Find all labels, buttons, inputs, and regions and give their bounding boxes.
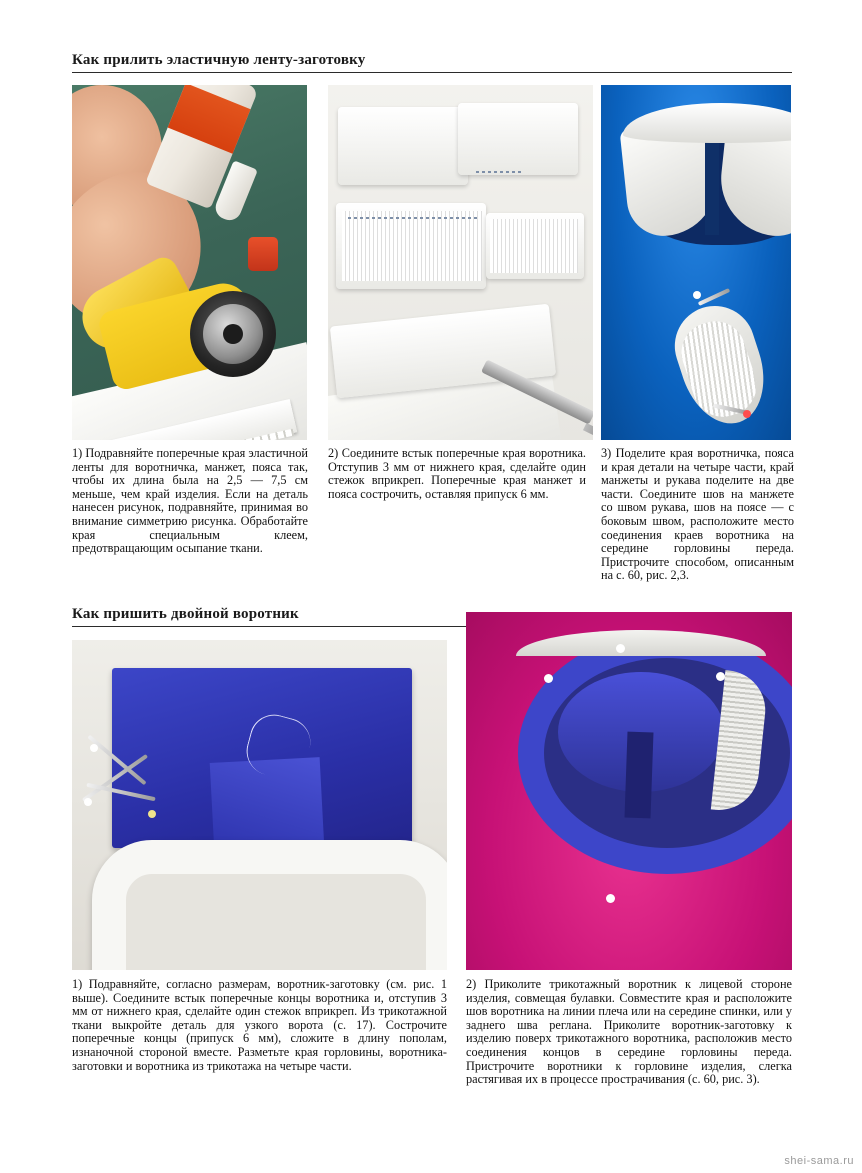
section-title-2: Как пришить двойной воротник	[72, 606, 299, 622]
pin-head-icon	[693, 291, 701, 299]
caption-1-3: 3) Поделите края воротничка, пояса и края детали на четыре части, край манжеты и рукава поделите на две части. Соедините шов на манжете со швом рукава, шов на поясе — с боковым швом, расположите место соединения краев воротника на середине горловины переда. Пристрочите способом, описанным на с. 60, рис. 2,3.	[601, 446, 794, 583]
caption-1-2: 2) Соедините встык поперечные края воротника. Отступив 3 мм от нижнего края, сделайте один стежок вприкреп. Поперечные края манжет и пояса сострочить, оставляя припуск 6 мм.	[328, 446, 586, 501]
photo-white-elastic-bands	[328, 85, 593, 440]
section-title-1: Как прилить эластичную ленту-заготовку	[72, 52, 366, 68]
pin-head-icon	[544, 674, 553, 683]
pin-head-icon	[84, 798, 92, 806]
section-divider-1	[72, 72, 792, 73]
pin-head-icon	[148, 810, 156, 818]
pin-head-icon	[743, 410, 751, 418]
caption-2-2: 2) Приколите трикотажный воротник к лицевой стороне изделия, совмещая булавки. Совместите края и расположите шов воротника на линии плеча или на середине спинки, или у заднего шва реглана. Приколите воротник-заготовку к изделию поверх трикотажного воротника, расположив место соединения концов в середине горловины переда. Пристрочите воротники к горловине изделия, слегка растягивая их в процессе прострачивания (с. 60, рис. 3).	[466, 977, 792, 1087]
caption-1-1: 1) Подравняйте поперечные края эластичной ленты для воротничка, манжет, пояса так, чтобы их длина была на 2,5 — 7,5 см меньше, чем край изделия. Если на деталь нанесен рисунок, подравняйте, принимая во внимание симметрию рисунка. Обработайте края специальным клеем, предотвращающим осыпание ткани.	[72, 446, 308, 556]
photo-pink-garment-blue-collar	[466, 612, 792, 970]
pin-head-icon	[90, 744, 98, 752]
caption-2-1: 1) Подравняйте, согласно размерам, воротник-заготовку (см. рис. 1 выше). Соедините встык поперечные концы воротника и, отступив 3 мм от нижнего края, сделайте один стежок вприкреп. Из трикотажной ткани выкройте деталь для узкого ворота (с. 17). Сострочите поперечные концы (припуск 6 мм), сложите в длину пополам, изнаночной стороной вместе. Разметьте края горловины, воротника-заготовки и воротника из трикотажа на четыре части.	[72, 977, 447, 1073]
pin-head-icon	[606, 894, 615, 903]
pin-head-icon	[716, 672, 725, 681]
watermark: shei-sama.ru	[784, 1155, 854, 1167]
photo-blue-piece-and-white-collar-loop	[72, 640, 447, 970]
photo-blue-garment-collar	[601, 85, 791, 440]
pin-head-icon	[616, 644, 625, 653]
photo-glue-and-rotary-cutter	[72, 85, 307, 440]
